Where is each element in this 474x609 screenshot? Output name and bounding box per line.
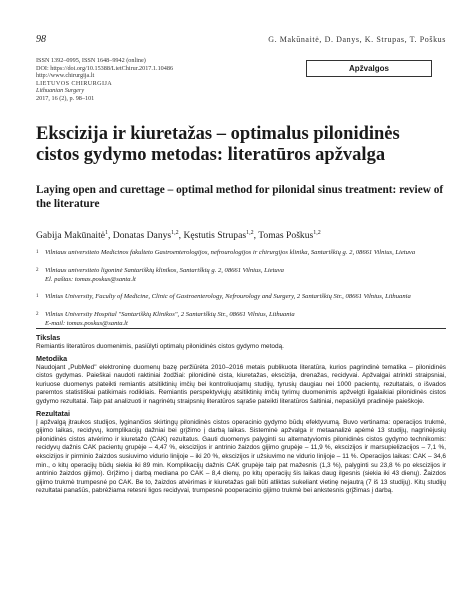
section-label: Apžvalgos — [306, 60, 432, 77]
journal-url[interactable]: http://www.chirurgija.lt — [36, 72, 95, 80]
author-list: Gabija Makūnaitė$^1$, Donatas Danys$^{1,2}$, Kęstutis Strupas$^{1,2}$, Tomas Poškus$^{1,2}$ — [36, 230, 321, 242]
affiliation-lt-2 — [36, 267, 446, 284]
affiliation-text: Vilnius University, Faculty of Medicine, Clinic of Gastroenterology, Nefrourology and Surgery, 2 Santariškių Str., 08661 Vilnius, Lithuania — [45, 293, 411, 300]
objective-heading: Tikslas — [36, 333, 61, 342]
journal-name-en: Lithuanian Surgery — [36, 87, 85, 95]
page-header — [36, 34, 446, 46]
author-name: Kęstutis Strupas — [183, 230, 247, 242]
methods-heading: Metodika — [36, 354, 68, 364]
running-head: G. Makūnaitė, D. Danys, K. Strupas, T. Poškus — [268, 35, 446, 44]
author-affil-ref: 1,2 — [246, 230, 254, 236]
affiliation-text: Vilniaus universiteto ligoninė Santariškių klinikos, Santariškių g. 2, 08661 Vilnius, Lietuva — [45, 267, 284, 274]
journal-name: LIETUVOS CHIRURGIJA — [36, 79, 113, 87]
affiliation-text: Vilniaus universiteto Medicinos fakulteto Gastroenterologijos, nefrourologijos ir chirurgijos klinika, Santariškių g. 2, 08661 Vilnius, Lietuva — [45, 249, 416, 256]
author-name: Tomas Poškus — [258, 230, 314, 242]
title-english: Laying open and curettage – optimal method for pilonidal sinus treatment: review of the literature — [36, 184, 444, 210]
doi-link[interactable]: DOI: https://doi.org/10.15388/LietChirur.2017.1.10486 — [36, 64, 174, 72]
affiliation-email[interactable]: E-mail: tomas.poskus@santa.lt — [45, 319, 128, 327]
author-affil-ref: 1,2 — [171, 230, 179, 236]
objective-text: Remiantis literatūros duomenimis, pasiūlyti optimalų pilonidinės cistos gydymo metodą. — [36, 342, 284, 350]
methods-text: Naudojant „PubMed" elektroninę duomenų bazę peržiūrėta 2010–2016 metais publikuota literatūra, kurios pagrindinė tematika – pilonidinės cistos gydymas. Paieškai naudoti raktiniai žodžiai: pilonidinė cista, kiuretažas, ekscizija, drenažas, recidyvai. Apžvalgai atrinkti straipsniai, kuriuose duomenys pateikti remiantis atsitiktinių imčių bei kontroliuojamų studijų, tyrusių daugiau nei 1000 pacientų, rezultatais, o išvados paremtos statistiškai patikimais rodikliais. Remiantis perspektyviųjų atsitiktinių imčių tyrimų duomenimis apžvelgti ilgalaikiai pilonidinės cistos gydymo rezultatai. Taip pat analizuoti ir nagrinėtų straipsnių literatūros sąraše pateikti literatūros šaltiniai, nepasiūlyti pradinėje paieškoje. — [36, 363, 446, 405]
affiliation-number: 2 — [36, 312, 39, 317]
author-name: Gabija Makūnaitė — [36, 230, 105, 242]
affiliation-en-1 — [36, 293, 446, 302]
title-lithuanian: Ekscizija ir kiuretažas – optimalus pilonidinės cistos gydymo metodas: literatūros apžvalga — [36, 124, 400, 165]
affiliation-number: 1 — [36, 294, 39, 299]
page-number: 98 — [36, 34, 46, 45]
results-text: Į apžvalgą įtraukos studijos, lyginančios skirtingų pilonidinės cistos operacinio gydymo būdų efektyvumą. Buvo vertinama: operacijos trukmė, gijimo laikas, recidyvų, komplikacijų dažniai bei grįžimo į darbą laikas. Sisteminė apžvalga ir metaanalizė apėmė 13 studijų, nagrinėjusių pilonidinės cistos atvėrimo ir kiuretažo (CAK) rezultatus. Gauti duomenys palyginti su alternatyviomis pilonidinės cistos gydymo technikomis: recidyvų dažnis CAK pacientų grupėje – 4,47 %, ekscizijos ir antrinio žaizdos gijimo grupėje – 11,9 %, ekscizijos ir marsupielizacijos – 7,1 %, ekscizijos ir pirminio žaizdos susiuvimo vidurio linijoje – iki 20 %, ekscizijos ir užsiuvimo ne vidurio linijoje – 11 %. Operacijos laikas: CAK – 34,6 min., o kitų operacijų būdų siekia iki 89 min. Komplikacijų dažnis CAK grupėje taip pat mažesnis (1,3 %), palyginti su 23,8 % po ekscizijos ir antrinio žaizdos gijimo). Grįžimo į darbą mediana po CAK – 8,4 dienų, po kitų operacijų šis laikas daug ilgesnis (siekia iki 43 dienų). Žaizdos gijimo trukmė trumpesnė po CAK. Be to, žaizdos atvėrimas ir kiuretažas gali būti atliktas sukeliant vietinę nejautrą (7 iš 13 studijų). Kitų studijų rezultatai panašūs, pabrėžiama retesni ligos recidyvai, trumpesnė pooperacinio gijimo trukmė bei ankstesnis grįžimas į darbą. — [36, 418, 446, 495]
author-name: Donatas Danys — [112, 230, 172, 242]
results-heading: Rezultatai — [36, 409, 70, 419]
affiliation-text: Vilnius University Hospital "Santariškių Klinikos", 2 Santariškių Str., 08661 Vilnius, Lithuania — [45, 311, 295, 318]
author-affil-ref: 1 — [105, 230, 108, 236]
affiliation-en-2 — [36, 311, 446, 328]
affiliation-lt-1 — [36, 249, 446, 258]
volume-info: 2017, 16 (2), p. 98–101 — [36, 94, 95, 102]
journal-meta — [36, 57, 173, 103]
affiliation-email[interactable]: El. paštas: tomas.poskus@santa.lt — [45, 275, 136, 283]
author-affil-ref: 1,2 — [313, 230, 321, 236]
affiliation-number: 1 — [36, 250, 39, 255]
issn: ISSN 1392–0995, ISSN 1648–9942 (online) — [36, 57, 146, 64]
affiliation-number: 2 — [36, 268, 39, 273]
abstract — [36, 328, 446, 591]
